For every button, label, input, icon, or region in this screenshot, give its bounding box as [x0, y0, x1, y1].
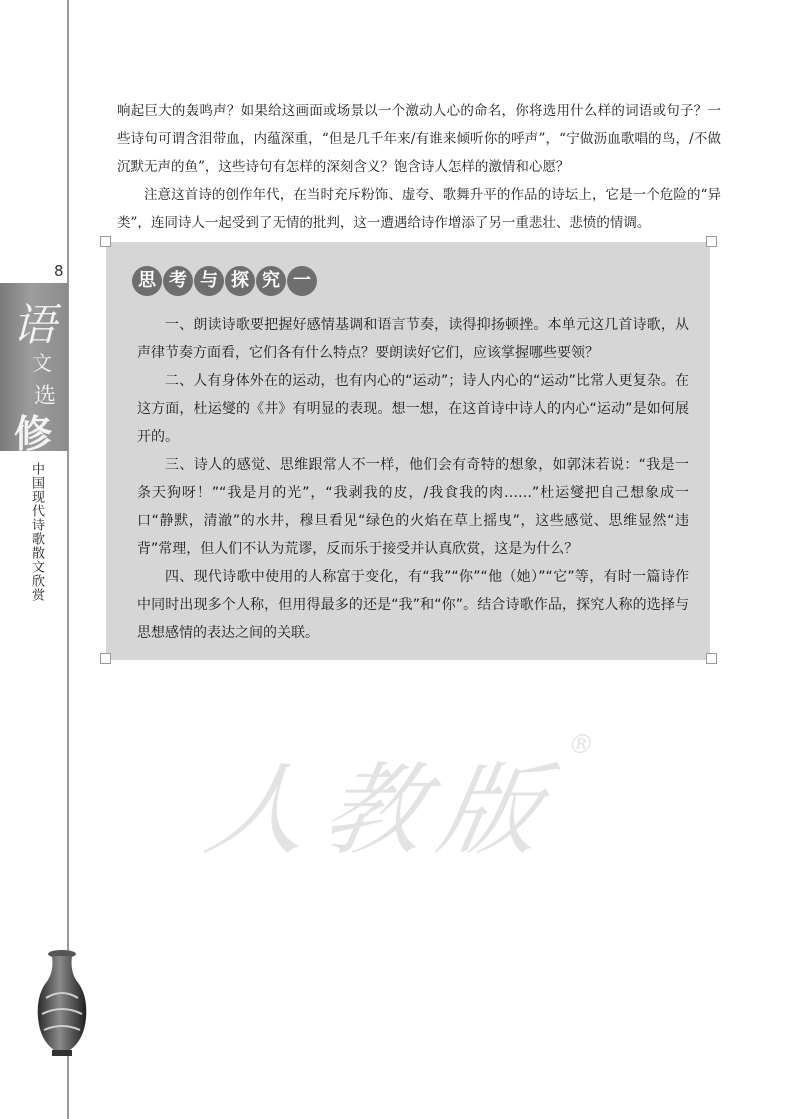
- box-corner: [706, 236, 717, 247]
- intro-paragraph: 响起巨大的轰鸣声？如果给这画面或场景以一个激动人心的命名，你将选用什么样的词语或句子？一些诗句可谓含泪带血，内蕴深重，“但是几千年来/有谁来倾听你的呼声”，“宁做沥血歌唱的鸟，/不做沉默无声的鱼”，这些诗句有怎样的深刻含义？饱含诗人怎样的激情和心愿？: [117, 103, 721, 175]
- box-corner: [100, 236, 111, 247]
- title-char: 探: [225, 266, 255, 296]
- registered-mark: ®: [565, 730, 613, 760]
- title-char: 究: [256, 266, 286, 296]
- exercise-title: [132, 266, 317, 296]
- book-subtitle: 中国现代诗歌散文欣赏: [29, 462, 44, 602]
- title-char: 与: [194, 266, 224, 296]
- exercise-item: 一、朗读诗歌要把握好感情基调和语言节奏，读得抑扬顿挫。本单元这几首诗歌，从声律节奏方面看，它们各有什么特点？要朗读好它们，应该掌握哪些要领？: [137, 317, 689, 361]
- publisher-watermark: [197, 730, 612, 874]
- title-char: 考: [163, 266, 193, 296]
- exercise-item: 四、现代诗歌中使用的人称富于变化，有“我”“你”“他（她）”“它”等，有时一篇诗作中同时出现多个人称，但用得最多的还是“我”和“你”。结合诗歌作品，探究人称的选择与思想感情的表达之间的关联。: [137, 569, 689, 641]
- title-char: 一: [287, 266, 317, 296]
- exercise-body: [137, 311, 689, 647]
- page-number: 8: [54, 262, 64, 280]
- exercise-item: 二、人有身体外在的运动，也有内心的“运动”；诗人内心的“运动”比常人更复杂。在这方面，杜运燮的《井》有明显的表现。想一想，在这首诗中诗人的内心“运动”是如何展开的。: [137, 373, 689, 445]
- tab-char-xuan: 选: [34, 384, 57, 409]
- intro-text: [117, 97, 721, 237]
- subject-tab: [0, 283, 68, 456]
- vase-icon: [32, 948, 92, 1060]
- box-corner: [100, 653, 111, 664]
- tab-char-xiu: 修: [14, 411, 53, 456]
- intro-paragraph: 注意这首诗的创作年代，在当时充斥粉饰、虚夸、歌舞升平的作品的诗坛上，它是一个危险的“异类”，连同诗人一起受到了无情的批判，这一遭遇给诗作增添了另一重悲壮、悲愤的情调。: [117, 187, 721, 231]
- exercise-item: 三、诗人的感觉、思维跟常人不一样，他们会有奇特的想象，如郭沫若说：“我是一条天狗呀！”“我是月的光”，“我剥我的皮，/我食我的肉……”杜运燮把自己想象成一口“静默，清澈”的水井，穆旦看见“绿色的火焰在草上摇曳”，这些感觉、思维显然“违背”常理，但人们不认为荒谬，反而乐于接受并认真欣赏，这是为什么？: [137, 457, 689, 557]
- box-corner: [706, 653, 717, 664]
- tab-char-yu: 语: [12, 300, 56, 351]
- title-char: 思: [132, 266, 162, 296]
- watermark-text: 人教版: [198, 752, 567, 869]
- tab-char-wen: 文: [32, 351, 52, 375]
